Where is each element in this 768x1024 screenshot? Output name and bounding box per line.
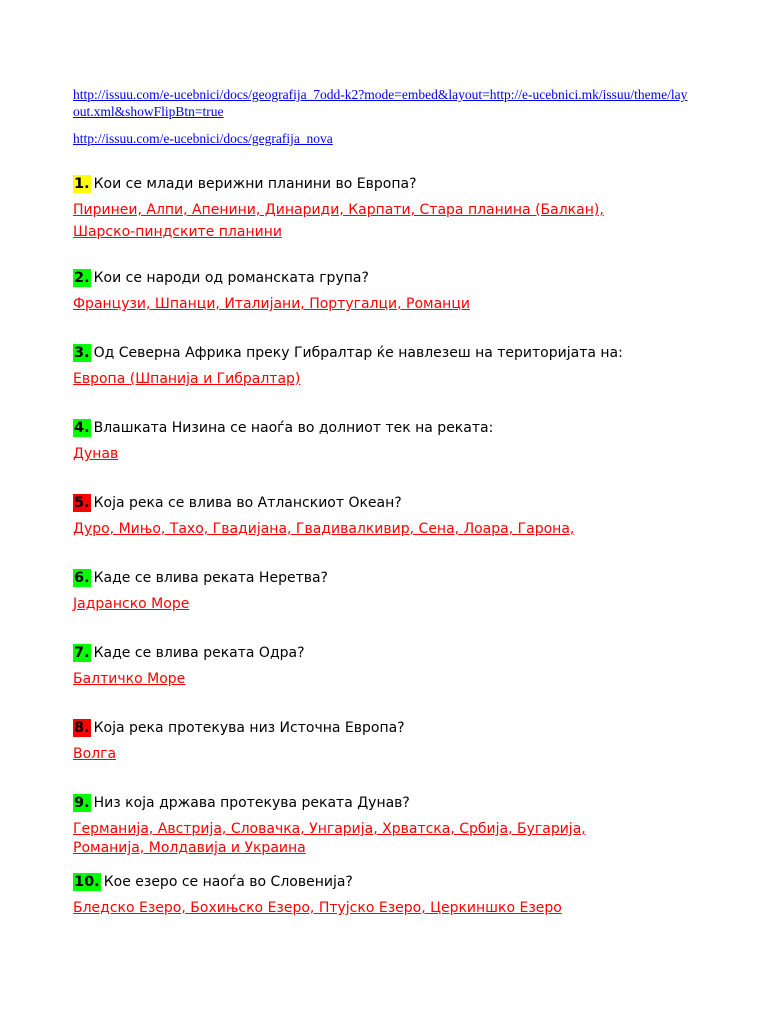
answer-1 xyxy=(73,200,713,242)
question-number-5: 5. xyxy=(74,495,90,511)
answer-9-line-2: Романија, Молдавија и Украина xyxy=(73,840,306,856)
answer-10: Бледско Езеро, Бохињско Езеро, Птујско Езеро, Церкиншко Езеро xyxy=(73,900,562,916)
question-text-2: Кои се народи од романската група? xyxy=(93,270,369,286)
question-number-10: 10. xyxy=(74,874,100,890)
question-8 xyxy=(73,718,713,738)
question-10 xyxy=(73,872,713,892)
question-number-8: 8. xyxy=(74,720,90,736)
answer-1-line-2: Шарско-пиндските планини xyxy=(73,224,282,240)
question-block-2 xyxy=(73,268,713,314)
answer-5: Дуро, Мињо, Тахо, Гвадијана, Гвадивалкивир, Сена, Лоара, Гарона, xyxy=(73,521,575,537)
reference-links xyxy=(73,86,693,147)
question-number-2: 2. xyxy=(74,270,90,286)
question-text-10: Кое езеро се наоѓа во Словенија? xyxy=(103,874,353,890)
question-number-7: 7. xyxy=(74,645,90,661)
answer-9-line-1: Германија, Австрија, Словачка, Унгарија, Хрватска, Србија, Бугарија, xyxy=(73,821,586,837)
question-block-5 xyxy=(73,493,713,539)
textbook-link-1[interactable]: http://issuu.com/e-ucebnici/docs/geografija_7odd-k2?mode=embed&layout=http://e-ucebnici.mk/issuu/theme/layout.xml&showFlipBtn=true xyxy=(73,87,688,119)
question-text-3: Од Северна Африка преку Гибралтар ќе навлезеш на територијата на: xyxy=(93,345,623,361)
question-block-3 xyxy=(73,343,713,389)
question-number-6: 6. xyxy=(74,570,90,586)
question-3 xyxy=(73,343,713,363)
question-7 xyxy=(73,643,713,663)
question-text-1: Кои се млади верижни планини во Европа? xyxy=(93,176,417,192)
answer-4: Дунав xyxy=(73,446,119,462)
question-1 xyxy=(73,174,713,194)
question-4 xyxy=(73,418,713,438)
question-block-8 xyxy=(73,718,713,764)
question-block-10 xyxy=(73,872,713,918)
question-6 xyxy=(73,568,713,588)
question-block-6 xyxy=(73,568,713,614)
question-text-6: Каде се влива реката Неретва? xyxy=(93,570,328,586)
question-text-8: Која река протекува низ Источна Европа? xyxy=(93,720,405,736)
question-block-4 xyxy=(73,418,713,464)
answer-9 xyxy=(73,819,713,858)
question-text-9: Низ која држава протекува реката Дунав? xyxy=(93,795,410,811)
answer-3: Европа (Шпанија и Гибралтар) xyxy=(73,371,301,387)
question-number-3: 3. xyxy=(74,345,90,361)
question-text-7: Каде се влива реката Одра? xyxy=(93,645,305,661)
question-9 xyxy=(73,793,713,813)
answer-7: Балтичко Море xyxy=(73,671,186,687)
answer-8: Волга xyxy=(73,746,117,762)
textbook-link-2[interactable]: http://issuu.com/e-ucebnici/docs/gegrafija_nova xyxy=(73,131,333,146)
answer-2: Французи, Шпанци, Италијани, Португалци, Романци xyxy=(73,296,470,312)
question-block-1 xyxy=(73,174,713,242)
question-5 xyxy=(73,493,713,513)
question-text-4: Влашката Низина се наоѓа во долниот тек на реката: xyxy=(93,420,494,436)
question-number-1: 1. xyxy=(74,176,90,192)
answer-6: Јадранско Море xyxy=(73,596,190,612)
question-block-9 xyxy=(73,793,713,858)
question-block-7 xyxy=(73,643,713,689)
question-number-9: 9. xyxy=(74,795,90,811)
answer-1-line-1: Пиринеи, Алпи, Апенини, Динариди, Карпати, Стара планина (Балкан), xyxy=(73,202,604,218)
question-number-4: 4. xyxy=(74,420,90,436)
question-text-5: Која река се влива во Атланскиот Океан? xyxy=(93,495,402,511)
question-2 xyxy=(73,268,713,288)
